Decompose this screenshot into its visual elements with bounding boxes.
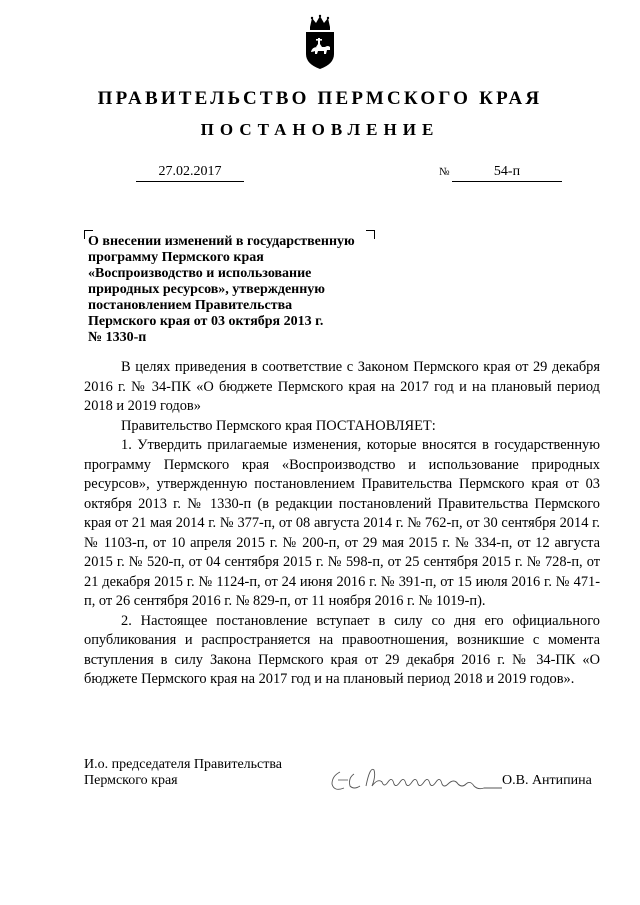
signer-position: [84, 757, 282, 789]
preamble-paragraph: В целях приведения в соответствие с Законом Пермского края от 29 декабря 2016 г. № 34-ПК «О бюджете Пермского края на 2017 год и на плановый период 2018 и 2019 годов»: [84, 359, 600, 414]
coat-of-arms-icon: [303, 14, 337, 70]
handwritten-signature: [326, 760, 504, 800]
decree-paragraph: Правительство Пермского края ПОСТАНОВЛЯЕТ:: [121, 417, 436, 434]
subject-line: Пермского края от 03 октября 2013 г.: [88, 314, 324, 329]
subject-line: постановлением Правительства: [88, 298, 293, 313]
document-date: 27.02.2017: [136, 163, 244, 182]
subject-line: природных ресурсов», утвержденную: [88, 282, 326, 297]
number-sign: №: [439, 166, 450, 178]
subject-line: № 1330-п: [88, 330, 147, 345]
subject-line: О внесении изменений в государственную: [88, 234, 355, 249]
government-title: ПРАВИТЕЛЬСТВО ПЕРМСКОГО КРАЯ: [97, 88, 543, 109]
subject-line: «Воспроизводство и использование: [88, 266, 312, 281]
document-subject: [88, 234, 388, 346]
document-type: ПОСТАНОВЛЕНИЕ: [200, 120, 440, 139]
signer-position-line: Пермского края: [84, 773, 178, 788]
signer-name: О.В. Антипина: [502, 773, 592, 788]
signer-position-line: И.о. председателя Правительства: [84, 757, 283, 772]
document-body: [84, 358, 600, 690]
document-number: 54-п: [452, 163, 562, 182]
subject-line: программу Пермского края: [88, 250, 264, 265]
item-1-paragraph: 1. Утвердить прилагаемые изменения, которые вносятся в государственную программу Пермского края «Воспроизводство и использование природных ресурсов», утвержденную постановлением Правительства Пермского края от 03 октября 2013 г. № 1330-п (в редакции постановлений Правительства Пермского края от 21 мая 2014 г. № 377-п, от 08 августа 2014 г. № 762-п, от 30 сентября 2014 г. № 1103-п, от 10 апреля 2015 г. № 200-п, от 29 мая 2015 г. № 334-п, от 12 августа 2015 г. № 520-п, от 04 сентября 2015 г. № 598-п, от 25 сентября 2015 г. № 728-п, от 21 декабря 2015 г. № 1124-п, от 24 июня 2016 г. № 391-п, от 15 июля 2016 г. № 471-п, от 26 сентября 2016 г. № 829-п, от 11 ноября 2016 г. № 1019-п).: [84, 437, 600, 609]
item-2-paragraph: 2. Настоящее постановление вступает в силу со дня его официального опубликования и распространяется на правоотношения, возникшие с момента вступления в силу Закона Пермского края от 29 декабря 2016 г. № 34-ПК «О бюджете Пермского края на 2017 год и на плановый период 2018 и 2019 годов».: [84, 612, 600, 687]
